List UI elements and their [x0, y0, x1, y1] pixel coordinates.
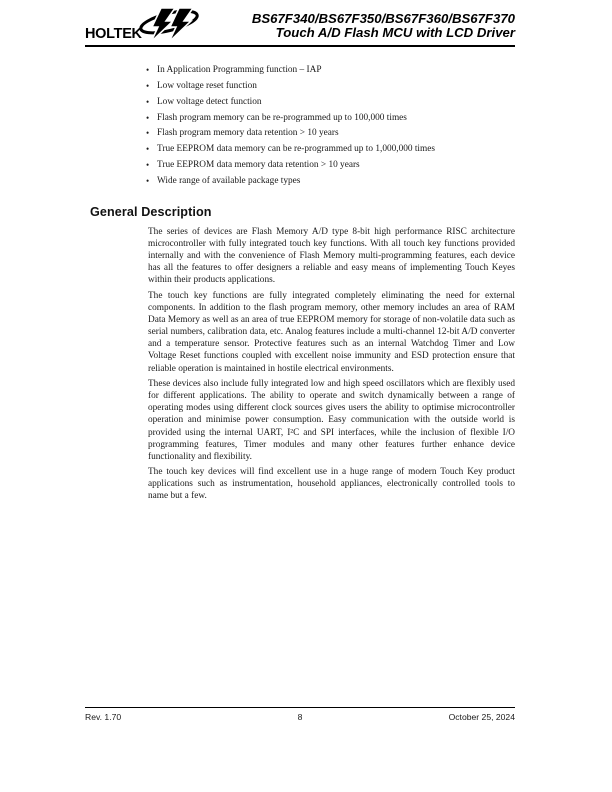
feature-list — [146, 63, 518, 190]
section-heading: General Description — [90, 205, 212, 219]
holtek-emblem-icon — [137, 8, 201, 42]
feature-item: • Wide range of available package types — [146, 174, 518, 190]
feature-item: • In Application Programming function – IAP — [146, 63, 518, 79]
header-rule — [85, 45, 515, 47]
paragraph: The touch key functions are fully integrated completely eliminating the need for external components. In addition to the flash program memory, other memory includes an area of RAM Data Memory as well as an area of true EEPROM memory for storage of non-volatile data such as serial numbers, calibration data, etc. Analog features include a multi-channel 12-bit A/D converter and a temperature sensor. Protective features such as an internal Watchdog Timer and Low Voltage Reset functions coupled with excellent noise immunity and ESD protection ensure that reliable operation is maintained in hostile electrical environments. — [148, 290, 515, 374]
holtek-wordmark: HOLTEK — [85, 26, 142, 42]
page-footer — [85, 712, 515, 724]
footer-page-number: 8 — [297, 712, 303, 722]
paragraph: The series of devices are Flash Memory A/D type 8-bit high performance RISC architecture microcontroller with fully integrated touch key functions. With all touch key functions provided internally and with the convenience of Flash Memory multi-programming features, each device has all the features to offer designers a reliable and easy means of implementing Touch Keyes within their products applications. — [148, 227, 515, 286]
general-description-body — [148, 226, 515, 506]
feature-item: • True EEPROM data memory can be re-programmed up to 1,000,000 times — [146, 142, 518, 158]
page-header — [85, 8, 515, 42]
feature-item: • True EEPROM data memory data retention > 10 years — [146, 158, 518, 174]
footer-revision: Rev. 1.70 — [85, 712, 122, 722]
holtek-logo — [85, 8, 201, 42]
feature-item: • Low voltage detect function — [146, 95, 518, 111]
footer-rule — [85, 707, 515, 708]
feature-item: • Low voltage reset function — [146, 79, 518, 95]
document-title-block — [252, 8, 515, 40]
paragraph: The touch key devices will find excellent use in a huge range of modern Touch Key product applications such as instrumentation, household appliances, electronically controlled tools to name but a few. — [148, 467, 515, 502]
feature-item: • Flash program memory data retention > 10 years — [146, 126, 518, 142]
paragraph: These devices also include fully integrated low and high speed oscillators which are flexibly used for different applications. The ability to operate and switch dynamically between a range of operating modes using different clock sources gives users the ability to optimise microcontroller operation and minimise power consumption. Easy communication with the outside world is provided using the internal UART, I²C and SPI interfaces, while the inclusion of flexible I/O programming features, Timer modules and many other features further enhance device functionality and flexibility. — [148, 379, 515, 462]
doc-subtitle: Touch A/D Flash MCU with LCD Driver — [275, 24, 515, 40]
footer-date: October 25, 2024 — [448, 712, 515, 722]
feature-item: • Flash program memory can be re-programmed up to 100,000 times — [146, 111, 518, 127]
doc-title: BS67F340/BS67F350/BS67F360/BS67F370 — [251, 11, 515, 26]
